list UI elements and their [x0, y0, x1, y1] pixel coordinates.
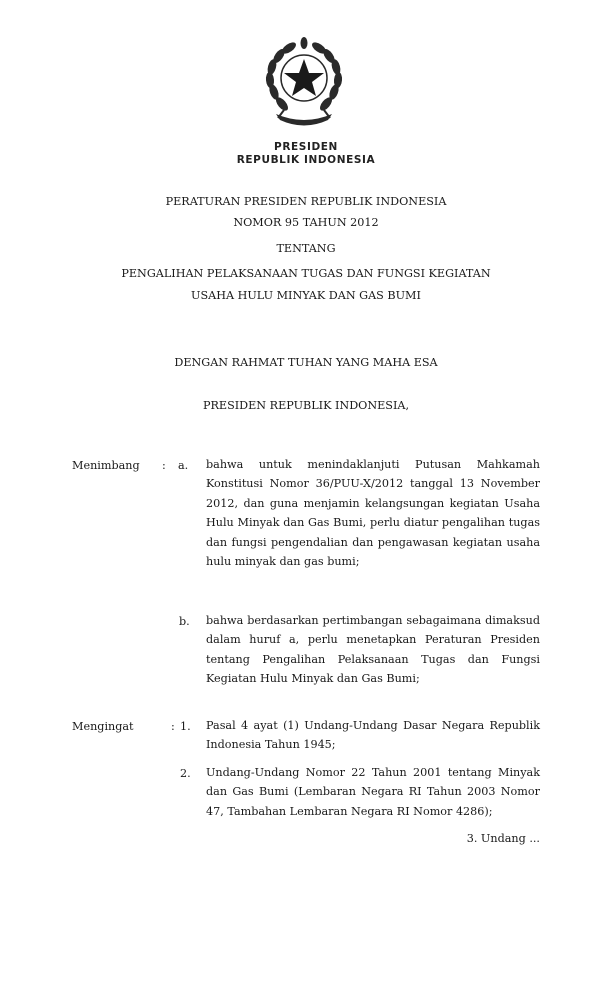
mengingat-label: Mengingat: [72, 720, 134, 733]
mengingat-colon: :: [171, 720, 175, 733]
header-presiden: PRESIDEN: [274, 141, 338, 153]
mengingat-marker-2: 2.: [180, 767, 191, 780]
header-republik-indonesia: REPUBLIK INDONESIA: [236, 154, 376, 166]
garuda-emblem: [254, 34, 354, 134]
preamble-rahmat: DENGAN RAHMAT TUHAN YANG MAHA ESA: [174, 356, 438, 369]
title-subject-line2: USAHA HULU MINYAK DAN GAS BUMI: [191, 289, 421, 302]
menimbang-item-a: bahwa untuk menindaklanjuti Putusan Mahkamah Konstitusi Nomor 36/PUU-X/2012 tanggal 13 November 2012, dan guna menjamin kelangsungan kegiatan Usaha Hulu Minyak dan Gas Bumi, perlu diatur pengalihan tugas dan fungsi pengendalian dan pengawasan kegiatan usaha hulu minyak dan gas bumi;: [206, 458, 540, 569]
title-regulation: PERATURAN PRESIDEN REPUBLIK INDONESIA: [165, 195, 447, 208]
title-number: NOMOR 95 TAHUN 2012: [233, 216, 379, 229]
menimbang-marker-b: b.: [179, 615, 190, 628]
title-subject-line1: PENGALIHAN PELAKSANAAN TUGAS DAN FUNGSI KEGIATAN: [121, 267, 491, 280]
preamble-presiden: PRESIDEN REPUBLIK INDONESIA,: [202, 399, 410, 412]
title-tentang: TENTANG: [276, 242, 336, 255]
menimbang-colon: :: [162, 459, 166, 472]
menimbang-item-b: bahwa berdasarkan pertimbangan sebagaimana dimaksud dalam huruf a, perlu menetapkan Peraturan Presiden tentang Pengalihan Pelaksanaan Tugas dan Fungsi Kegiatan Hulu Minyak dan Gas Bumi;: [206, 614, 540, 686]
mengingat-item-2: Undang-Undang Nomor 22 Tahun 2001 tentang Minyak dan Gas Bumi (Lembaran Negara RI Tahun 2003 Nomor 47, Tambahan Lembaran Negara RI Nomor 4286);: [206, 766, 540, 818]
next-page-catchword: 3. Undang ...: [466, 832, 540, 845]
mengingat-marker-1: 1.: [180, 720, 191, 733]
mengingat-item-1: Pasal 4 ayat (1) Undang-Undang Dasar Negara Republik Indonesia Tahun 1945;: [206, 719, 540, 752]
menimbang-label: Menimbang: [72, 459, 140, 472]
menimbang-marker-a: a.: [178, 459, 189, 472]
